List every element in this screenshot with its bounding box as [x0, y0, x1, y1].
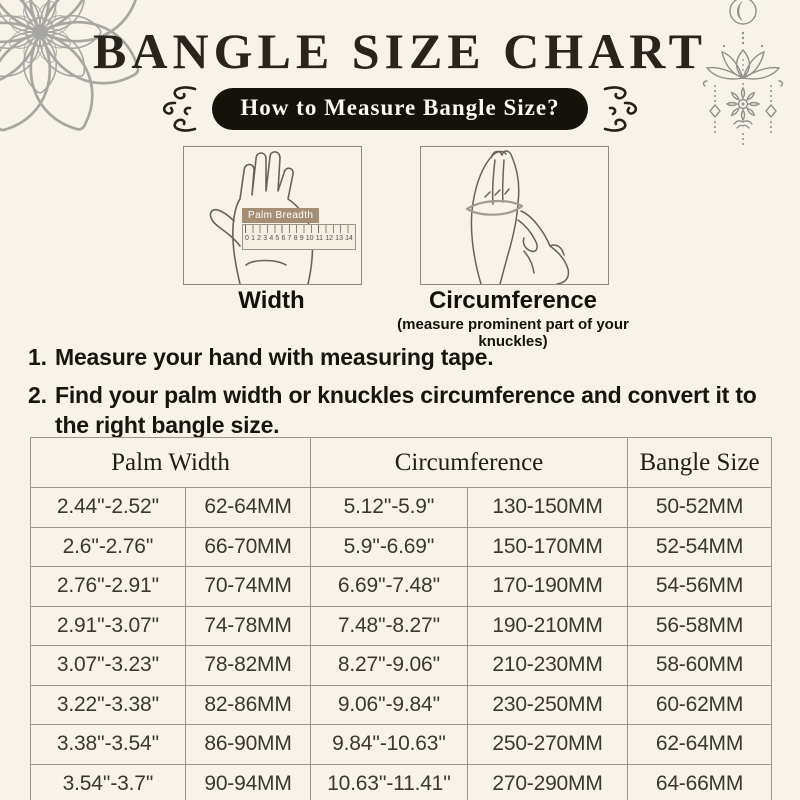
- circumference-note: (measure prominent part of your knuckles): [397, 316, 629, 350]
- table-cell: 90-94MM: [186, 764, 311, 800]
- table-cell: 3.54''-3.7'': [31, 764, 186, 800]
- page-title: BANGLE SIZE CHART: [93, 23, 707, 79]
- table-cell: 230-250MM: [468, 685, 628, 725]
- table-row: [31, 567, 772, 607]
- table-cell: 52-54MM: [628, 527, 772, 567]
- ruler-number: 6: [281, 235, 286, 242]
- ruler-number: 13: [335, 235, 343, 242]
- table-row: [31, 725, 772, 765]
- instruction-number: 1.: [28, 344, 47, 370]
- circumference-label: [363, 287, 663, 350]
- table-cell: 62-64MM: [628, 725, 772, 765]
- palm-breadth-label: Palm Breadth: [242, 208, 319, 223]
- size-table-body: [31, 488, 772, 800]
- table-cell: 70-74MM: [186, 567, 311, 607]
- table-cell: 60-62MM: [628, 685, 772, 725]
- table-row: [31, 764, 772, 800]
- table-cell: 3.38''-3.54'': [31, 725, 186, 765]
- ruler-ticks: [245, 225, 353, 233]
- table-row: [31, 685, 772, 725]
- table-row: [31, 646, 772, 686]
- table-cell: 2.6''-2.76'': [31, 527, 186, 567]
- instruction-text: Find your palm width or knuckles circumference and convert it to the right bangle size.: [55, 382, 757, 438]
- table-cell: 3.22''-3.38'': [31, 685, 186, 725]
- size-table: [30, 437, 772, 800]
- table-cell: 270-290MM: [468, 764, 628, 800]
- table-cell: 3.07''-3.23'': [31, 646, 186, 686]
- ruler-number: 5: [275, 235, 280, 242]
- table-cell: 130-150MM: [468, 488, 628, 528]
- ruler-number: 10: [305, 235, 314, 242]
- size-table-head: [31, 438, 772, 488]
- table-cell: 64-66MM: [628, 764, 772, 800]
- table-cell: 10.63''-11.41'': [311, 764, 468, 800]
- table-cell: 2.44''-2.52'': [31, 488, 186, 528]
- circumference-illustration: [420, 146, 609, 285]
- table-cell: 54-56MM: [628, 567, 772, 607]
- circumference-label-text: Circumference: [428, 287, 598, 314]
- ruler-number: 2: [257, 235, 262, 242]
- table-cell: 8.27''-9.06'': [311, 646, 468, 686]
- instruction-item: [28, 380, 763, 440]
- table-cell: 78-82MM: [186, 646, 311, 686]
- column-header: Circumference: [311, 438, 628, 488]
- instruction-text: Measure your hand with measuring tape.: [55, 344, 494, 370]
- table-cell: 56-58MM: [628, 606, 772, 646]
- table-cell: 150-170MM: [468, 527, 628, 567]
- instructions-list: [28, 342, 763, 448]
- table-cell: 50-52MM: [628, 488, 772, 528]
- table-cell: 190-210MM: [468, 606, 628, 646]
- ruler-number: 1: [251, 235, 255, 242]
- ruler-number: 9: [299, 235, 304, 242]
- ruler-number: 12: [325, 235, 333, 242]
- ruler-number: 7: [287, 235, 292, 242]
- table-row: [31, 527, 772, 567]
- ruler-number: 11: [315, 235, 324, 242]
- ruler: [242, 224, 356, 250]
- table-cell: 66-70MM: [186, 527, 311, 567]
- width-label: Width: [238, 287, 305, 314]
- table-cell: 2.76''-2.91'': [31, 567, 186, 607]
- table-row: [31, 606, 772, 646]
- table-cell: 7.48''-8.27'': [311, 606, 468, 646]
- ruler-number: 0: [245, 235, 249, 242]
- hand-knuckle-measure-icon: [421, 147, 608, 284]
- badge-row: [0, 84, 800, 134]
- how-to-measure-badge: How to Measure Bangle Size?: [212, 88, 587, 130]
- table-cell: 9.84''-10.63'': [311, 725, 468, 765]
- flourish-right-icon: [601, 84, 641, 134]
- column-header: Bangle Size: [628, 438, 772, 488]
- table-cell: 5.12''-5.9'': [311, 488, 468, 528]
- table-cell: 6.69''-7.48'': [311, 567, 468, 607]
- table-row: [31, 488, 772, 528]
- table-cell: 170-190MM: [468, 567, 628, 607]
- flourish-left-icon: [159, 84, 199, 134]
- table-cell: 250-270MM: [468, 725, 628, 765]
- ruler-number: 4: [269, 235, 274, 242]
- table-cell: 86-90MM: [186, 725, 311, 765]
- ruler-number: 3: [263, 235, 268, 242]
- instruction-item: [28, 342, 763, 372]
- ruler-numbers: [243, 233, 355, 244]
- table-cell: 58-60MM: [628, 646, 772, 686]
- table-cell: 2.91''-3.07'': [31, 606, 186, 646]
- table-cell: 5.9''-6.69'': [311, 527, 468, 567]
- table-cell: 9.06''-9.84'': [311, 685, 468, 725]
- table-cell: 62-64MM: [186, 488, 311, 528]
- ruler-number: 14: [345, 235, 353, 242]
- column-header: Palm Width: [31, 438, 311, 488]
- instruction-number: 2.: [28, 382, 47, 408]
- table-cell: 210-230MM: [468, 646, 628, 686]
- width-illustration: [183, 146, 362, 285]
- table-cell: 74-78MM: [186, 606, 311, 646]
- ruler-number: 8: [293, 235, 298, 242]
- table-cell: 82-86MM: [186, 685, 311, 725]
